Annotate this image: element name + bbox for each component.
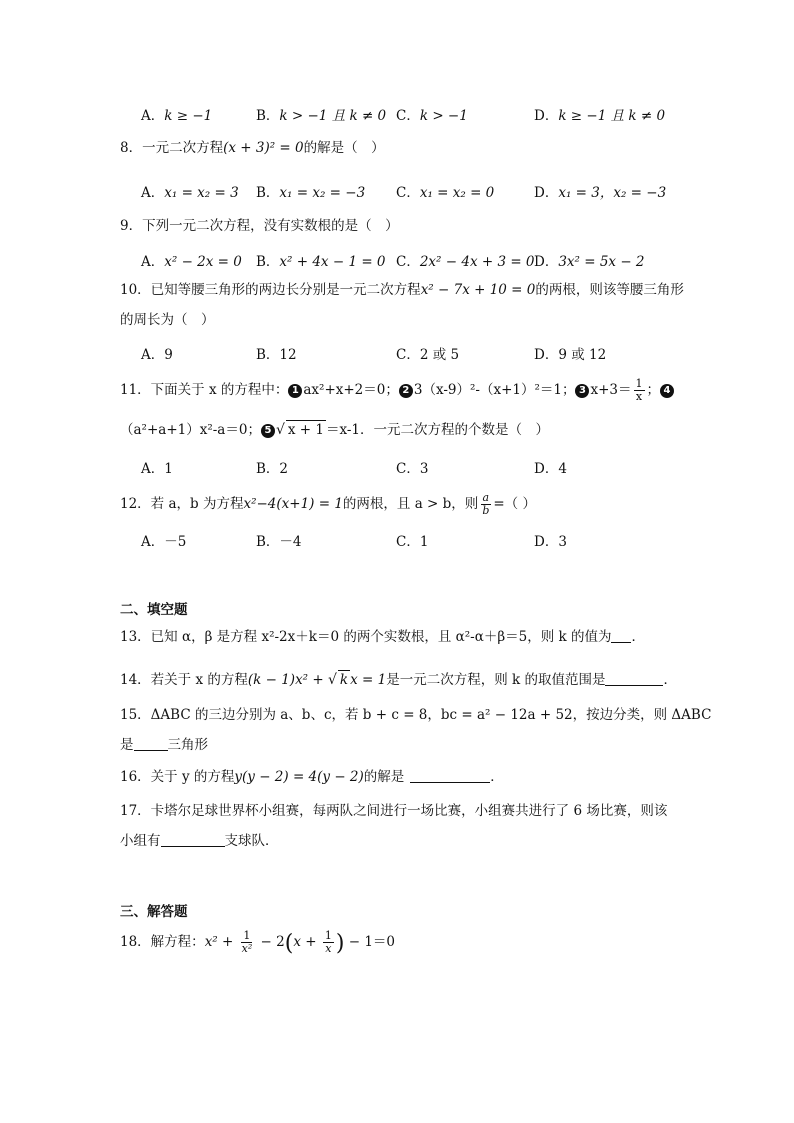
circled-number-icon: 4 bbox=[660, 384, 674, 398]
q11-option-a: A．1 bbox=[141, 461, 173, 477]
q8-option-b: B．x₁ = x₂ = −3 bbox=[256, 185, 366, 201]
q17-line1: 17．卡塔尔足球世界杯小组赛，每两队之间进行一场比赛，小组赛共进行了 6 场比赛，则该 bbox=[120, 803, 668, 819]
q8-option-d: D．x₁ = 3，x₂ = −3 bbox=[534, 185, 667, 201]
q12-option-a: A．－5 bbox=[141, 534, 187, 550]
q8-option-c: C．x₁ = x₂ = 0 bbox=[396, 185, 495, 201]
q10-option-a: A．9 bbox=[141, 347, 173, 363]
q11-option-b: B．2 bbox=[256, 461, 289, 477]
q10-option-c: C．2 或 5 bbox=[396, 347, 460, 363]
q10-stem-line2: 的周长为（ ） bbox=[120, 312, 215, 328]
q17-line2: 小组有 支球队． bbox=[120, 833, 279, 849]
section-heading-answer: 三、解答题 bbox=[120, 904, 188, 920]
q9-option-b: B．x² + 4x − 1 = 0 bbox=[256, 254, 386, 270]
q12-stem: 12．若 a，b 为方程x²−4(x+1) = 1的两根，且 a > b，则 $\frac{a}{b}$ =（ ） bbox=[120, 491, 536, 517]
q10-stem-line1: 10．已知等腰三角形的两边长分别是一元二次方程x² − 7x + 10 = 0的两根，则该等腰三角形 bbox=[120, 282, 684, 298]
fraction: $\frac{1}{x}$ bbox=[635, 377, 643, 403]
q7-option-d: D．k ≥ −1 且 k ≠ 0 bbox=[534, 108, 666, 124]
fraction: $\frac{1}{\text{x²}}$ bbox=[241, 929, 253, 955]
q18-text: 18．解方程：x² + $\frac{1}{\text{x²}}$ − 2(x + $\frac{1}{x}$ ) − 1＝0 bbox=[120, 929, 395, 956]
q15-line2: 是 三角形 bbox=[120, 737, 208, 753]
q11-stem-line2: （a²+a+1）x²-a＝0； 5 √ x + 1 ＝x-1．一元二次方程的个数是（ ） bbox=[120, 422, 550, 438]
q9-option-d: D．3x² = 5x − 2 bbox=[534, 254, 645, 270]
q10-option-d: D．9 或 12 bbox=[534, 347, 607, 363]
q12-option-d: D．3 bbox=[534, 534, 567, 550]
q8-stem: 8．一元二次方程(x + 3)² = 0的解是（ ） bbox=[120, 140, 385, 156]
q9-stem: 9．下列一元二次方程，没有实数根的是（ ） bbox=[120, 218, 399, 234]
circled-number-icon: 3 bbox=[575, 384, 589, 398]
q12-option-b: B．－4 bbox=[256, 534, 302, 550]
section-heading-fill-blank: 二、填空题 bbox=[120, 602, 188, 618]
q15-line1: 15．ΔABC 的三边分别为 a、b、c，若 b + c = 8，bc = a² − 12a + 52，按边分类，则 ΔABC bbox=[120, 707, 712, 723]
q11-stem-line1: 11．下面关于 x 的方程中： 1 ax²+x+2＝0； 2 3（x-9）²-（x+1）²＝1； 3 x+3＝ $\frac{1}{x}$ ； 4 bbox=[120, 378, 675, 403]
circled-number-icon: 1 bbox=[288, 384, 302, 398]
circled-number-icon: 5 bbox=[261, 424, 275, 438]
q14-text: 14．若关于 x 的方程(k − 1)x² + √ k x = 1是一元二次方程，则 k 的取值范围是 ． bbox=[120, 672, 677, 688]
q13-text: 13．已知 α，β 是方程 x²-2x＋k＝0 的两个实数根，且 α²-α＋β＝5，则 k 的值为 ． bbox=[120, 629, 645, 645]
q9-option-c: C．2x² − 4x + 3 = 0 bbox=[396, 254, 535, 270]
q10-option-b: B．12 bbox=[256, 347, 297, 363]
fraction: $\frac{1}{x}$ bbox=[324, 929, 332, 955]
fraction: $\frac{a}{b}$ bbox=[482, 491, 490, 517]
q7-option-b: B．k > −1 且 k ≠ 0 bbox=[256, 108, 387, 124]
circled-number-icon: 2 bbox=[399, 384, 413, 398]
q11-option-d: D．4 bbox=[534, 461, 567, 477]
q7-option-a: A．k ≥ −1 bbox=[141, 108, 213, 124]
q9-option-a: A．x² − 2x = 0 bbox=[141, 254, 242, 270]
q11-option-c: C．3 bbox=[396, 461, 429, 477]
q7-option-c: C．k > −1 bbox=[396, 108, 468, 124]
q16-text: 16．关于 y 的方程y(y − 2) = 4(y − 2)的解是 ． bbox=[120, 769, 504, 785]
q8-option-a: A．x₁ = x₂ = 3 bbox=[141, 185, 239, 201]
q12-option-c: C．1 bbox=[396, 534, 429, 550]
